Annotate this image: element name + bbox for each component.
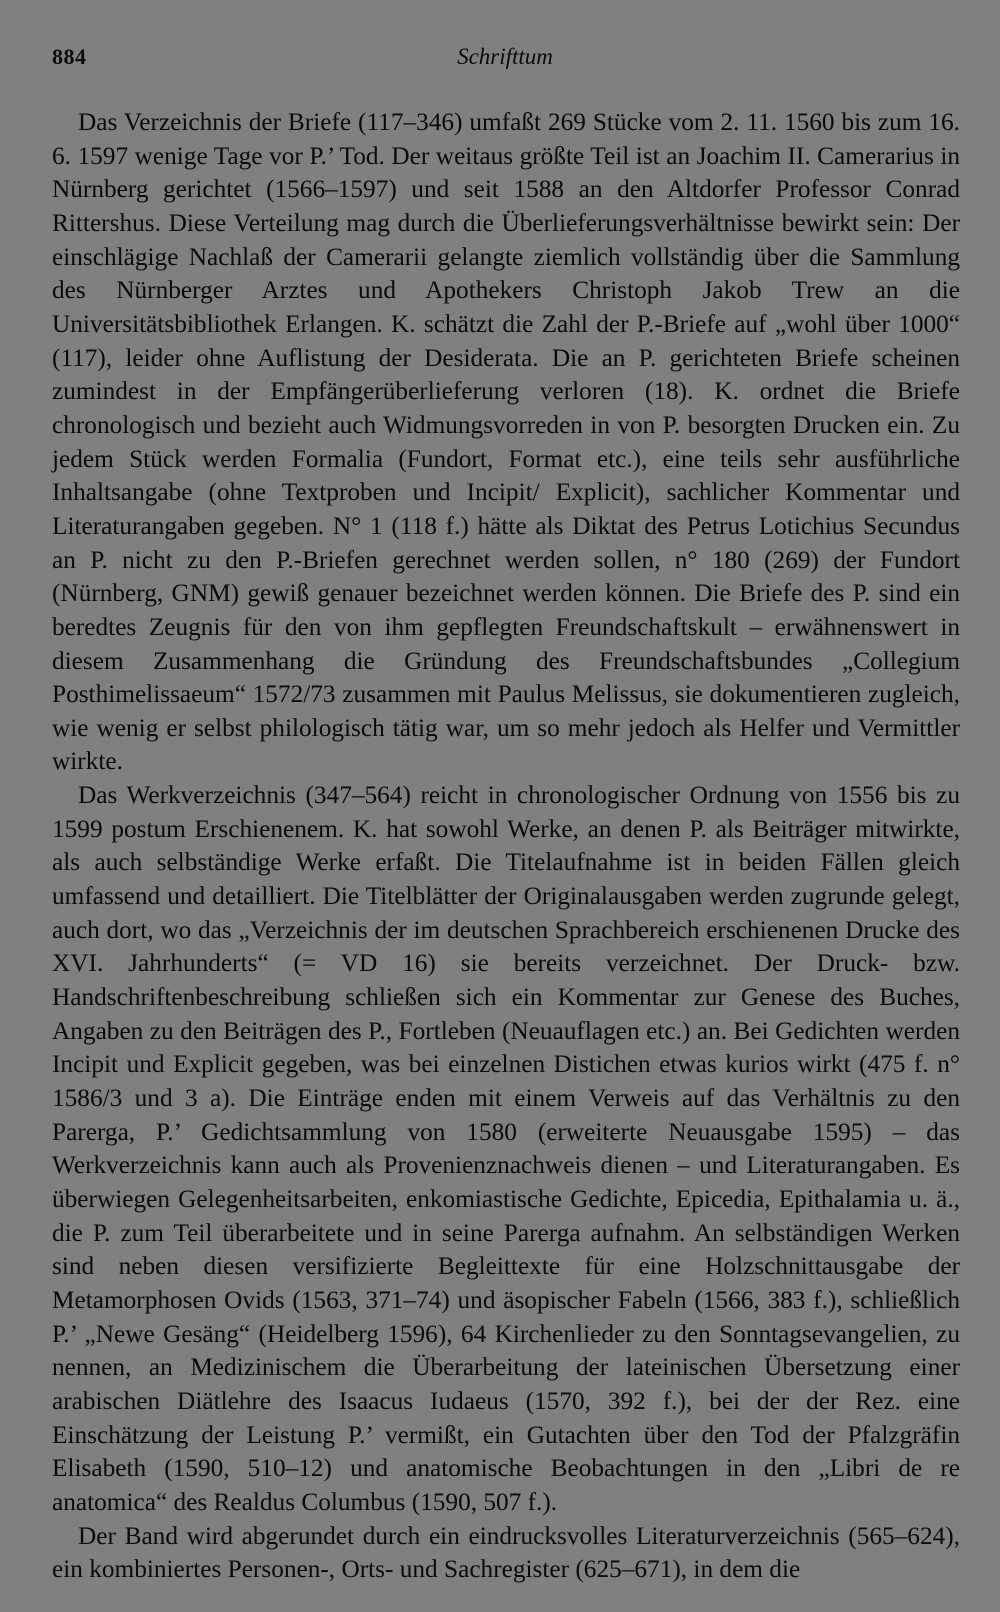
page-number: 884 xyxy=(52,44,87,69)
page-header xyxy=(52,44,958,76)
running-title: Schrifttum xyxy=(457,44,553,69)
paragraph-works: Das Werkverzeichnis (347–564) reicht in chronologischer Ordnung von 1556 bis zu 1599 postum Erschienenem. K. hat sowohl Werke, an denen P. als Beiträger mitwirkte, als auch selbständige Werke erfaßt. Die Titelaufnahme ist in beiden Fällen gleich umfassend und detailliert. Die Titelblätter der Originalausgaben werden zugrunde gelegt, auch dort, wo das „Verzeichnis der im deutschen Sprachbereich erschienenen Drucke des XVI. Jahrhunderts“ (= VD 16) sie bereits verzeichnet. Der Druck- bzw. Handschriftenbeschreibung schließen sich ein Kommentar zur Genese des Buches, Angaben zu den Beiträgen des P., Fortleben (Neuauflagen etc.) an. Bei Gedichten werden Incipit und Explicit gegeben, was bei einzelnen Distichen etwas kurios wirkt (475 f. n° 1586/3 und 3 a). Die Einträge enden mit einem Verweis auf das Verhältnis zu den Parerga, P.’ Gedichtsammlung von 1580 (erweiterte Neuausgabe 1595) – das Werkverzeichnis kann auch als Provenienznachweis dienen – und Literaturangaben. Es überwiegen Gelegenheitsarbeiten, enkomiastische Gedichte, Epicedia, Epithalamia u. ä., die P. zum Teil überarbeitete und in seine Parerga aufnahm. An selbständigen Werken sind neben diesen versifizierte Begleittexte für eine Holzschnittausgabe der Metamorphosen Ovids (1563, 371–74) und äsopischer Fabeln (1566, 383 f.), schließlich P.’ „Newe Gesäng“ (Heidelberg 1596), 64 Kirchenlieder zu den Sonntagsevangelien, zu nennen, an Medizinischem die Überarbeitung der lateinischen Übersetzung einer arabischen Diätlehre des Isaacus Iudaeus (1570, 392 f.), bei der der Rez. eine Einschätzung der Leistung P.’ vermißt, ein Gutachten über den Tod der Pfalzgräfin Elisabeth (1590, 510–12) und anatomische Beobachtungen in den „Libri de re anatomica“ des Realdus Columbus (1590, 507 f.). xyxy=(52,781,960,1516)
body-text xyxy=(52,106,960,1587)
paragraph-bibliography: Der Band wird abgerundet durch ein eindrucksvolles Literaturverzeichnis (565–624), ein kombiniertes Personen-, Orts- und Sachregister (625–671), in dem die xyxy=(52,1521,960,1584)
paragraph-letters: Das Verzeichnis der Briefe (117–346) umfaßt 269 Stücke vom 2. 11. 1560 bis zum 16. 6. 1597 wenige Tage vor P.’ Tod. Der weitaus größte Teil ist an Joachim II. Camerarius in Nürnberg gerichtet (1566–1597) und seit 1588 an den Altdorfer Professor Conrad Rittershus. Diese Verteilung mag durch die Überlieferungsverhältnisse bewirkt sein: Der einschlägige Nachlaß der Camerarii gelangte ziemlich vollständig über die Sammlung des Nürnberger Arztes und Apothekers Christoph Jakob Trew an die Universitätsbibliothek Erlangen. K. schätzt die Zahl der P.-Briefe auf „wohl über 1000“ (117), leider ohne Auflistung der Desiderata. Die an P. gerichteten Briefe scheinen zumindest in der Empfängerüberlieferung verloren (18). K. ordnet die Briefe chronologisch und bezieht auch Widmungsvorreden in von P. besorgten Drucken ein. Zu jedem Stück werden Formalia (Fundort, Format etc.), eine teils sehr ausführliche Inhaltsangabe (ohne Textproben und Incipit/ Explicit), sachlicher Kommentar und Literaturangaben gegeben. N° 1 (118 f.) hätte als Diktat des Petrus Lotichius Secundus an P. nicht zu den P.-Briefen gerechnet werden sollen, n° 180 (269) der Fundort (Nürnberg, GNM) gewiß genauer bezeichnet werden können. Die Briefe des P. sind ein beredtes Zeugnis für den von ihm gepflegten Freundschaftskult – erwähnenswert in diesem Zusammenhang die Gründung des Freundschaftsbundes „Collegium Posthimelissaeum“ 1572/73 zusammen mit Paulus Melissus, sie dokumentieren zugleich, wie wenig er selbst philologisch tätig war, um so mehr jedoch als Helfer und Vermittler wirkte. xyxy=(52,108,960,776)
